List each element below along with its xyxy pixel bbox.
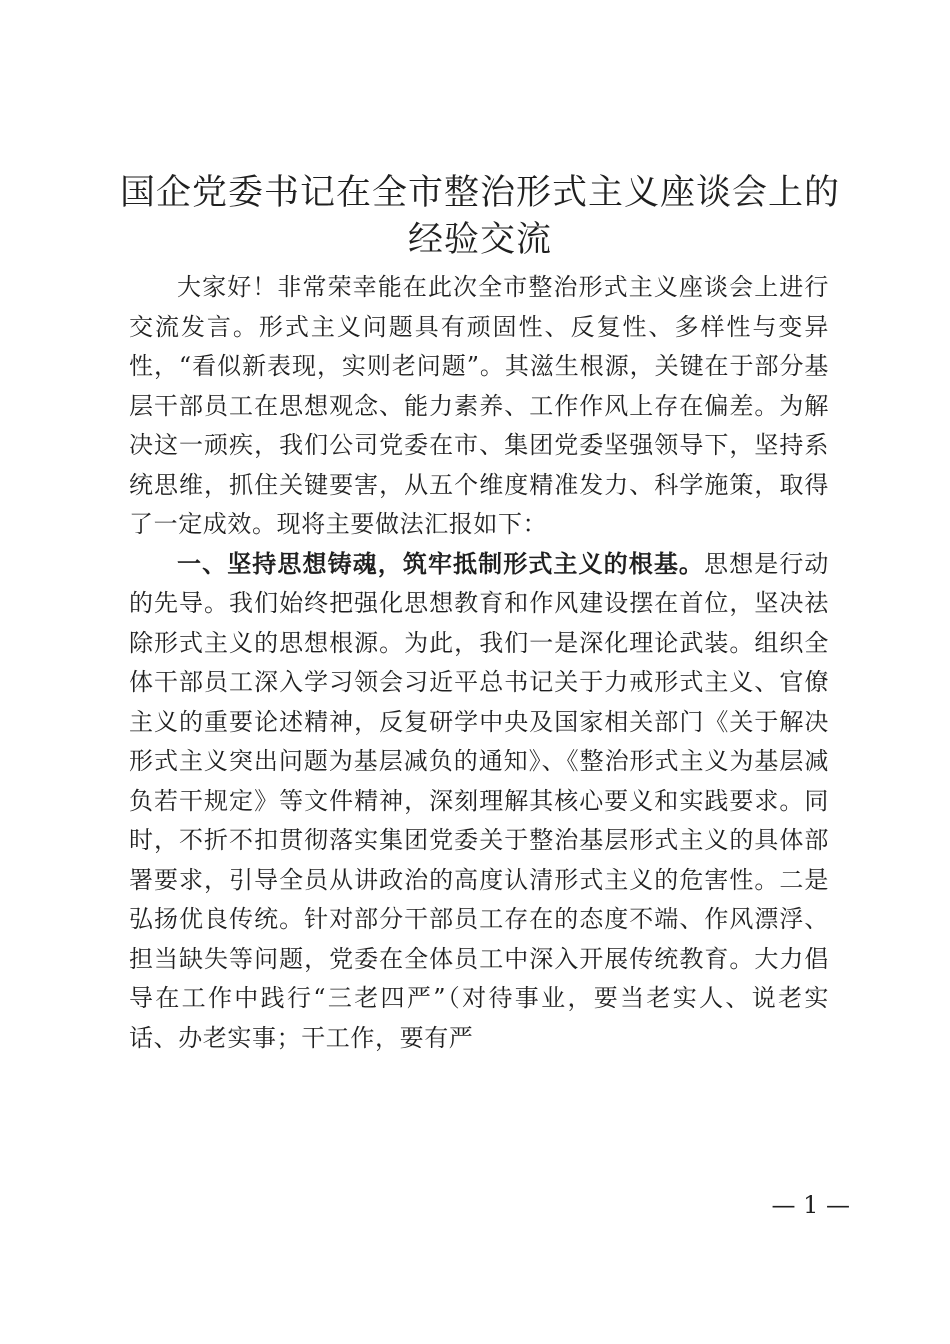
document-title-line-1: 国企党委书记在全市整治形式主义座谈会上的 [119,173,840,213]
page-number: — 1 — [771,1191,850,1219]
section-1-body: 思想是行动的先导。我们始终把强化思想教育和作风建设摆在首位，坚决祛除形式主义的思想根源。为此，我们一是深化理论武装。组织全体干部员工深入学习领会习近平总书记关于力戒形式主义、官僚主义的重要论述精神，反复研学中央及国家相关部门《关于解决形式主义突出问题为基层减负的通知》、《整治形式主义为基层减负若干规定》等文件精神，深刻理解其核心要义和实践要求。同时，不折不扣贯彻落实集团党委关于整治基层形式主义的具体部署要求，引导全员从讲政治的高度认清形式主义的危害性。二是弘扬优良传统。针对部分干部员工存在的态度不端、作风漂浮、担当缺失等问题，党委在全体员工中深入开展传统教育。大力倡导在工作中践行“三老四严”（对待事业，要当老实人、说老实话、办老实事；干工作，要有严 [129,549,829,1052]
document-title-line-2: 经验交流 [407,220,552,260]
document-body [129,268,829,1058]
section-1-heading: 一、坚持思想铸魂，筑牢抵制形式主义的根基。 [177,549,705,578]
section-1-paragraph [129,545,829,1059]
intro-paragraph: 大家好！非常荣幸能在此次全市整治形式主义座谈会上进行交流发言。形式主义问题具有顽固性、反复性、多样性与变异性，“看似新表现，实则老问题”。其滋生根源，关键在于部分基层干部员工在思想观念、能力素养、工作作风上存在偏差。为解决这一顽疾，我们公司党委在市、集团党委坚强领导下，坚持系统思维，抓住关键要害，从五个维度精准发力、科学施策，取得了一定成效。现将主要做法汇报如下： [129,273,829,538]
